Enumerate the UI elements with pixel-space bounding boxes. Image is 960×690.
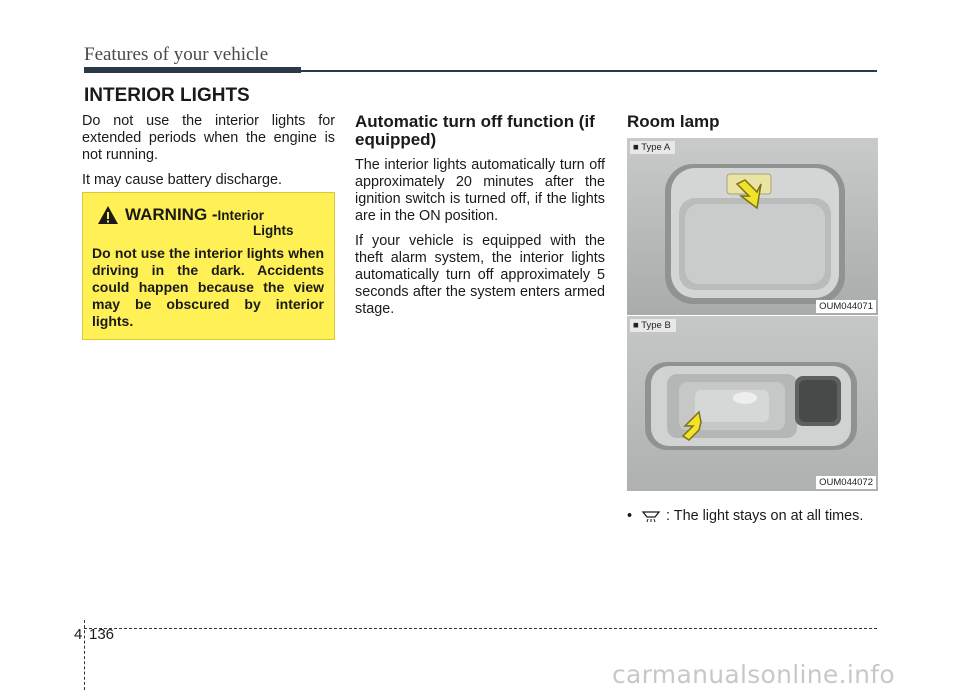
auto-off-paragraph-1: The interior lights automatically turn off approximately 20 minutes after the ignition switch is turned off, if the lights are in the ON position. xyxy=(355,157,605,224)
room-lamp-column xyxy=(627,113,878,139)
warning-subject-1: Interior xyxy=(217,208,265,223)
header-rule xyxy=(301,70,877,72)
type-b-lamp-illustration xyxy=(627,316,878,491)
intro-paragraph-2: It may cause battery discharge. xyxy=(82,172,282,188)
legend-row xyxy=(627,508,863,524)
room-lamp-type-b-image xyxy=(627,316,878,491)
auto-off-paragraph-2: If your vehicle is equipped with the theft alarm system, the interior lights automatically turn off approximately 5 seconds after the system enters armed stage. xyxy=(355,233,605,317)
auto-off-column xyxy=(355,113,605,318)
warning-label: WARNING - xyxy=(125,205,218,224)
warning-body: Do not use the interior lights when driving in the dark. Accidents could happen because the view may be obscured by interior lights. xyxy=(92,245,324,329)
legend-text: : The light stays on at all times. xyxy=(666,508,864,524)
intro-paragraph-1: Do not use the interior lights for extended periods when the engine is not running. xyxy=(82,113,335,163)
room-lamp-type-a-image xyxy=(627,138,878,315)
auto-off-title: Automatic turn off function (if equipped) xyxy=(355,112,595,149)
header-bar xyxy=(84,67,301,73)
warning-box xyxy=(82,192,335,340)
footer-divider xyxy=(84,620,85,690)
warning-subject-2: Lights xyxy=(253,223,294,238)
page-number: 136 xyxy=(89,626,115,643)
type-a-code: OUM044071 xyxy=(816,300,876,313)
legend-bullet: • xyxy=(627,508,633,524)
warning-header xyxy=(97,205,264,225)
intro-column xyxy=(82,113,335,189)
watermark: carmanualsonline.info xyxy=(612,660,895,689)
chapter-number: 4 xyxy=(74,626,83,643)
footer-rule xyxy=(84,628,877,629)
section-title: INTERIOR LIGHTS xyxy=(84,85,250,106)
type-b-code: OUM044072 xyxy=(816,476,876,489)
warning-triangle-icon xyxy=(97,205,119,225)
type-a-lamp-illustration xyxy=(627,138,878,315)
room-lamp-icon xyxy=(640,509,662,523)
room-lamp-title: Room lamp xyxy=(627,112,720,131)
type-b-label: ■ Type B xyxy=(630,319,676,332)
header-title: Features of your vehicle xyxy=(84,44,269,65)
type-a-label: ■ Type A xyxy=(630,141,675,154)
